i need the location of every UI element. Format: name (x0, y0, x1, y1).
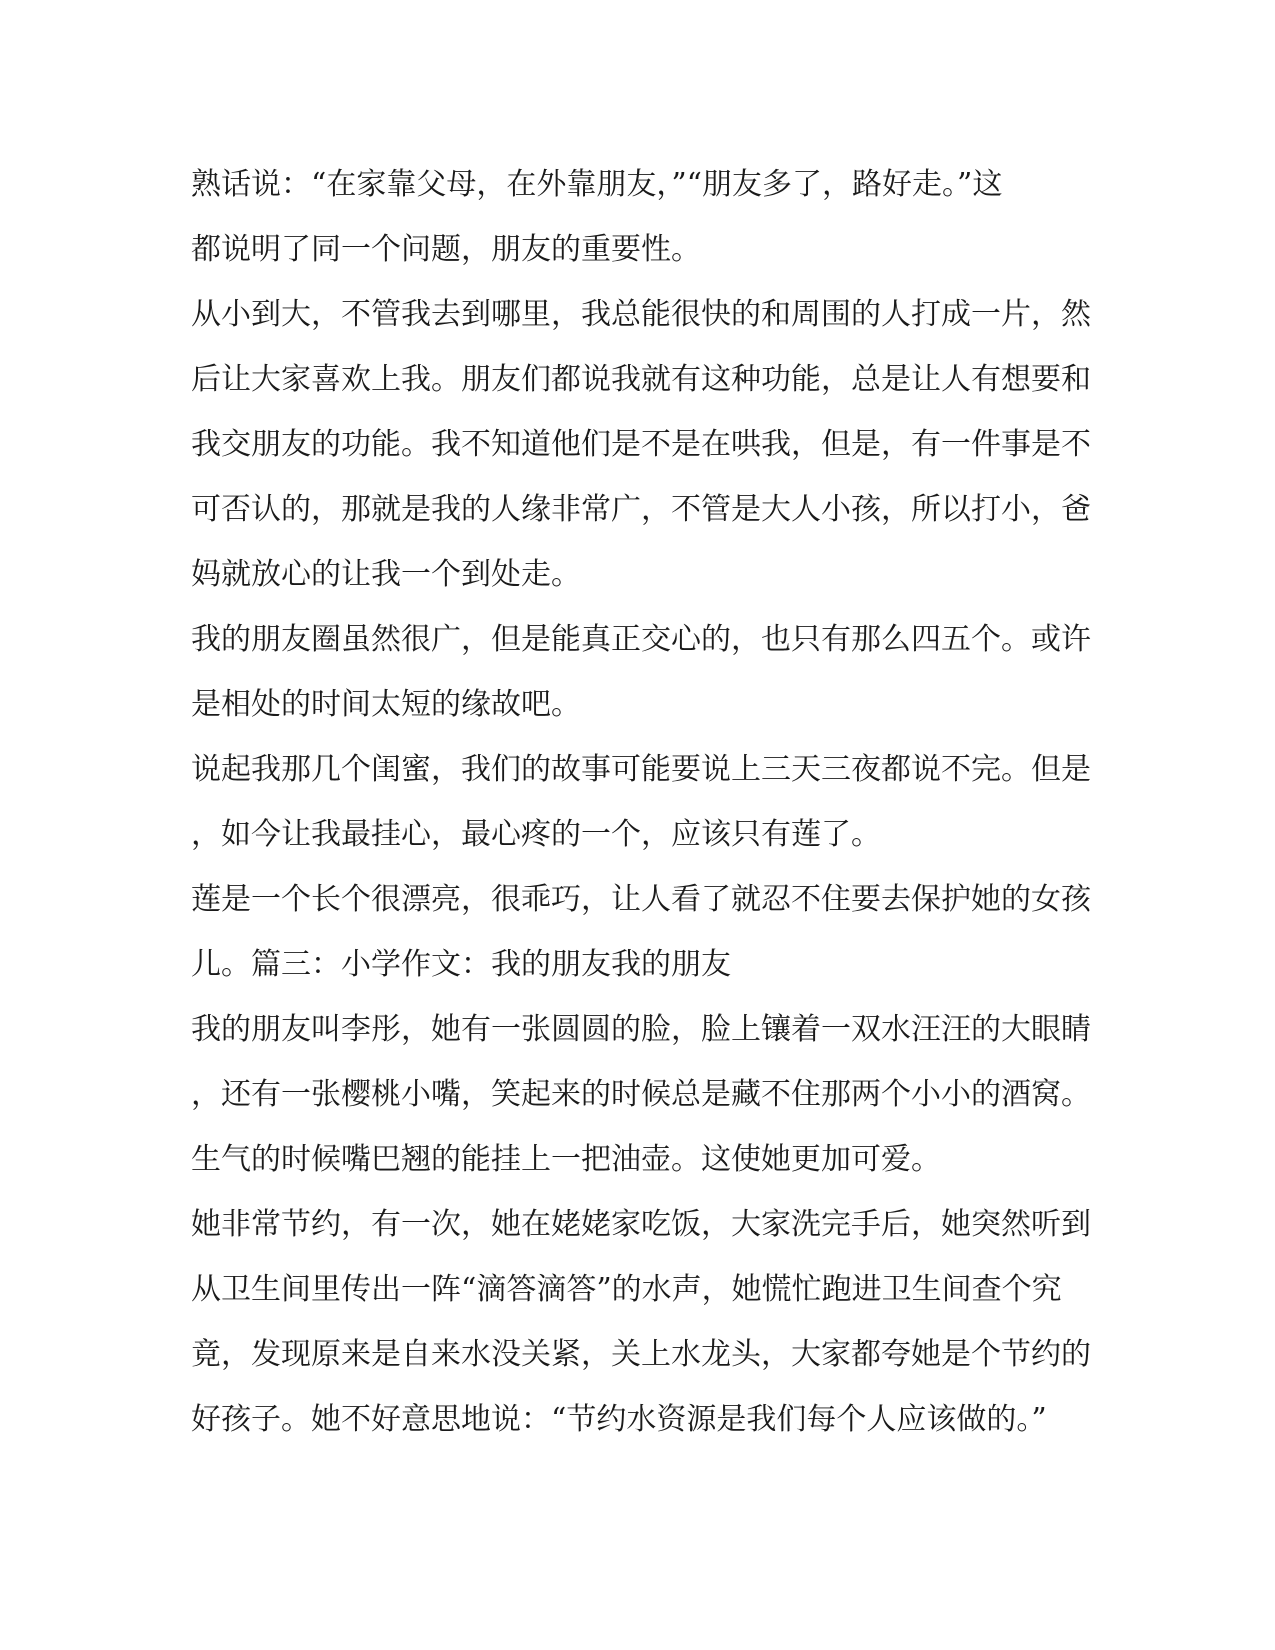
text-line: 说起我那几个闺蜜，我们的故事可能要说上三天三夜都说不完。但是 (191, 752, 1091, 787)
text-line: 从小到大，不管我去到哪里，我总能很快的和周围的人打成一片，然 (191, 297, 1091, 332)
text-line: 后让大家喜欢上我。朋友们都说我就有这种功能，总是让人有想要和 (191, 362, 1091, 397)
text-line: 我交朋友的功能。我不知道他们是不是在哄我，但是，有一件事是不 (191, 427, 1091, 462)
text-line: 从卫生间里传出一阵“滴答滴答”的水声，她慌忙跑进卫生间查个究 (191, 1272, 1062, 1307)
text-line: 莲是一个长个很漂亮，很乖巧，让人看了就忍不住要去保护她的女孩 (191, 882, 1091, 917)
text-line: 妈就放心的让我一个到处走。 (191, 557, 581, 592)
text-line: 我的朋友叫李彤，她有一张圆圆的脸，脸上镶着一双水汪汪的大眼睛 (191, 1012, 1091, 1047)
text-line: 可否认的，那就是我的人缘非常广，不管是大人小孩，所以打小，爸 (191, 492, 1091, 527)
essay-body (191, 152, 1091, 1452)
text-line: 都说明了同一个问题，朋友的重要性。 (191, 232, 701, 267)
text-line: ，如今让我最挂心，最心疼的一个，应该只有莲了。 (191, 817, 881, 852)
text-line: 生气的时候嘴巴翘的能挂上一把油壶。这使她更加可爱。 (191, 1142, 941, 1177)
text-line: 她非常节约，有一次，她在姥姥家吃饭，大家洗完手后，她突然听到 (191, 1207, 1091, 1242)
text-line: 儿。篇三：小学作文：我的朋友我的朋友 (191, 947, 731, 982)
text-line: 我的朋友圈虽然很广，但是能真正交心的，也只有那么四五个。或许 (191, 622, 1091, 657)
text-line: 好孩子。她不好意思地说：“节约水资源是我们每个人应该做的。” (191, 1402, 1047, 1437)
text-line: 竟，发现原来是自来水没关紧，关上水龙头，大家都夸她是个节约的 (191, 1337, 1091, 1372)
text-line: 是相处的时间太短的缘故吧。 (191, 687, 581, 722)
text-line: ，还有一张樱桃小嘴，笑起来的时候总是藏不住那两个小小的酒窝。 (191, 1077, 1091, 1112)
text-line: 熟话说：“在家靠父母，在外靠朋友，”“朋友多了，路好走。”这 (191, 167, 1003, 202)
